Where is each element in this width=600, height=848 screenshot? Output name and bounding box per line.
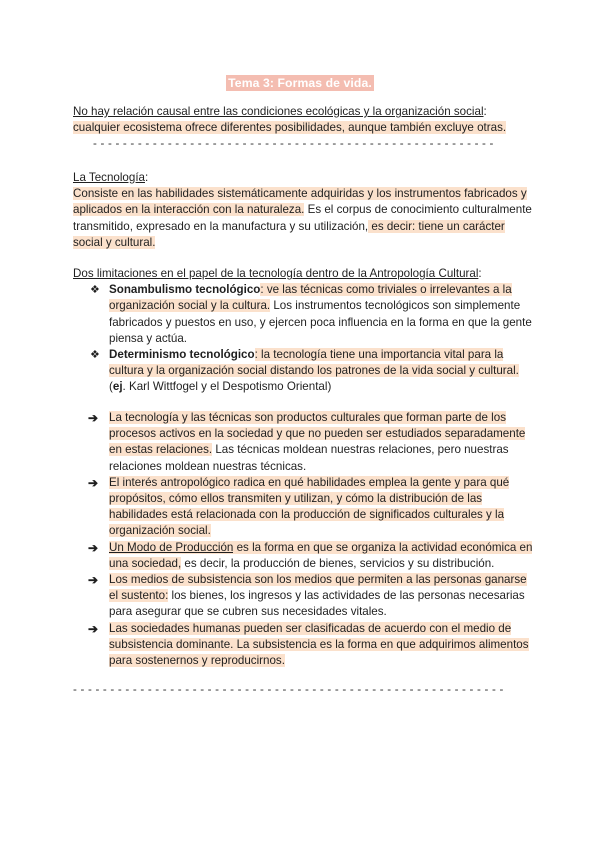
item-highlight: Las sociedades humanas pueden ser clasificadas de acuerdo con el medio de subsistencia dominante. La subsistencia es la forma en que adquirimos alimentos para sostenernos y reproducirnos.	[109, 621, 529, 668]
limitaciones-list	[73, 282, 533, 395]
list-item	[73, 621, 533, 670]
arrow-list	[73, 410, 533, 669]
list-item	[73, 347, 533, 396]
intro-underlined: No hay relación causal entre las condiciones ecológicas y la organización social	[73, 105, 484, 118]
diamond-bullet-icon: ❖	[90, 349, 100, 362]
list-item	[73, 540, 533, 572]
item-paren: (	[109, 380, 113, 394]
tecnologia-highlight-2: es decir: tiene un carácter social y cultural.	[73, 219, 505, 249]
item-highlight: : ve las técnicas como triviales o irrelevantes a la organización social y la cultura.	[109, 283, 512, 313]
item-text: Los instrumentos tecnológicos son simplemente fabricados y puestos en uso, y ejercen poca influencia en la forma en que la gente piensa y actúa.	[109, 299, 532, 345]
list-item	[73, 410, 533, 475]
limitaciones-heading: Dos limitaciones en el papel de la tecnología dentro de la Antropología Cultural	[73, 267, 479, 280]
intro-highlight: cualquier ecosistema ofrece diferentes posibilidades, aunque también excluye otras.	[73, 121, 507, 135]
arrow-section	[73, 410, 533, 669]
item-highlight: El interés antropológico radica en qué habilidades emplea la gente y para qué propósitos, cómo ellos transmiten y utilizan, y cómo la distribución de las habilidades está relacionada con la producción de significados culturales y la organización social.	[109, 475, 510, 538]
item-highlight: Los medios de subsistencia son los medios que permiten a las personas ganarse el sustento:	[109, 573, 527, 603]
arrow-bullet-icon: ➔	[88, 573, 99, 588]
tecnologia-highlight: Consiste en las habilidades sistemáticamente adquiridas y los instrumentos fabricados y aplicados en la interacción con la naturaleza.	[73, 187, 527, 217]
arrow-bullet-icon: ➔	[88, 540, 99, 555]
tecnologia-text: Es el corpus de conocimiento culturalmente transmitido, expresado en la manufactura y su utilización,	[73, 203, 532, 233]
arrow-bullet-icon: ➔	[88, 475, 99, 490]
item-text: es decir, la producción de bienes, servicios y su distribución.	[181, 556, 495, 570]
arrow-bullet-icon: ➔	[88, 411, 99, 425]
item-bold: Sonambulismo tecnológico	[109, 283, 261, 297]
tecnologia-section	[73, 170, 533, 251]
tecnologia-paragraph	[73, 186, 533, 251]
arrow-bullet-icon: ➔	[88, 621, 99, 636]
intro-paragraph	[73, 104, 533, 136]
list-item	[73, 282, 533, 347]
list-item	[73, 572, 533, 621]
limitaciones-colon: :	[478, 267, 482, 280]
list-item	[73, 475, 533, 540]
diamond-bullet-icon: ❖	[90, 284, 100, 297]
item-ej: ej	[112, 380, 123, 394]
separator-long: - - - - - - - - - - - - - - - - - - - - - - - - - - - - - - - - - - - - - - - - - - - - - - - - - - - - - - - - - -	[73, 683, 504, 696]
item-highlight: La tecnología y las técnicas son productos culturales que forman parte de los procesos activos en la sociedad y que no pueden ser estudiados separadamente en estas relaciones.	[109, 411, 526, 457]
title-row	[0, 74, 600, 92]
item-text: Las técnicas moldean nuestras relaciones, pero nuestras relaciones moldean nuestras técnicas.	[109, 443, 509, 473]
limitaciones-section	[73, 266, 533, 396]
item-underlined: Un Modo de Producción	[109, 540, 234, 554]
tecnologia-colon: :	[145, 171, 149, 184]
item-highlight: es la forma en que se organiza la actividad económica en una sociedad,	[109, 540, 533, 570]
item-bold: Determinismo tecnológico	[109, 348, 255, 362]
limitaciones-heading-row	[73, 266, 533, 282]
tecnologia-heading-row	[73, 170, 533, 186]
intro-colon: :	[483, 105, 487, 118]
item-highlight: : la tecnología tiene una importancia vital para la cultura y la organización social distando los patrones de la vida social y cultural.	[109, 348, 519, 378]
item-paren-rest: . Karl Wittfogel y el Despotismo Oriental)	[122, 380, 332, 394]
tecnologia-heading: La Tecnología	[73, 171, 145, 184]
item-text: los bienes, los ingresos y las actividades de las personas necesarias para asegurar que se cubren sus necesidades vitales.	[109, 589, 525, 619]
page-title: Tema 3: Formas de vida.	[228, 76, 372, 90]
separator-short: - - - - - - - - - - - - - - - - - - - - - - - - - - - - - - - - - - - - - - - - - - - - - - - - - - - - - -	[93, 137, 494, 150]
